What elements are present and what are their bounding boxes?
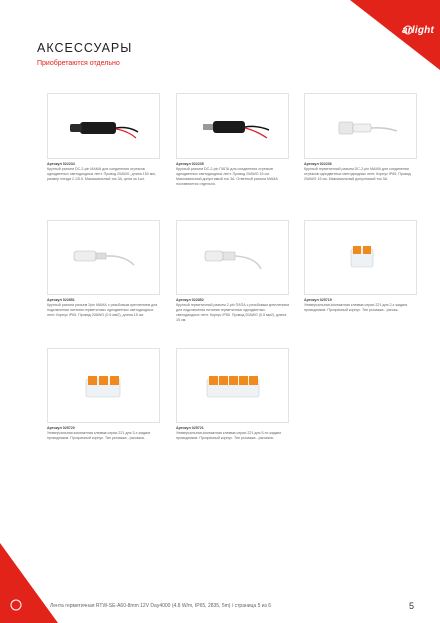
product-image — [176, 220, 289, 295]
white-pair-cable-icon — [48, 221, 160, 295]
product-image — [176, 93, 289, 159]
product-article: Артикул 022852 — [176, 298, 204, 302]
product-card — [176, 93, 289, 187]
product-description: Круглый герметичный разъем DC-2-pin МАМА для соединения отрезков однодветных светодиодных лент. Корпус IP65. Провод 20AWG 15 см. Максимальный допустимый ток 3А. — [304, 167, 411, 181]
product-card — [47, 348, 160, 441]
product-card — [47, 220, 160, 318]
terminal-block-5-icon — [177, 349, 289, 423]
product-image — [47, 93, 160, 159]
terminal-block-2-icon — [305, 221, 417, 295]
white-pair-cable-icon — [177, 221, 289, 295]
product-description: Универсальная компактная клемма серии 221 для 3-х жидких проводников. Прозрачный корпус. Тип рычажка - рычажок. — [47, 431, 151, 441]
product-card — [304, 220, 417, 313]
footer-text: Лента герметичная RTW-SE-A60-8mm 12V Day4000 (4.8 W/m, IP65, 2835, 5m) / страница 5 из 6 — [50, 603, 272, 609]
corner-decoration — [0, 543, 58, 623]
product-article: Артикул 025720 — [47, 426, 75, 430]
product-article: Артикул 022234 — [47, 162, 75, 166]
product-image — [304, 93, 417, 159]
product-card — [47, 93, 160, 182]
product-description: Круглый герметичный разъем 2-pin ПАПА с резьбовым креплением для подключения питания герметичных однодветных светодиодных лент. Корпус IP65. Провод 20AWG (0.5 мм2), длина 15 см. — [176, 303, 289, 322]
product-article: Артикул 022236 — [304, 162, 332, 166]
brand-logo — [350, 0, 440, 70]
white-sealed-connector-icon — [305, 94, 417, 159]
product-description: Круглый разъем DC-2-pin МАМА для соединения отрезков однодветных светодиодных лент. Провод 20AWG, длина 150 мм, размер гнезда 2.1/5.5. Максимальный ток 3А, цена за 1шт. — [47, 167, 156, 181]
product-image — [47, 348, 160, 423]
logo-text: arlight — [402, 25, 434, 36]
page-title: АКСЕССУАРЫ — [37, 41, 133, 55]
terminal-block-3-icon — [48, 349, 160, 423]
product-description: Круглый разъем разъем 2pin МАМА с резьбовым креплением для подключения питания герметичных однодветных светодиодных лент. Корпус IP65. Провод 20AWG (0.5 мм2), длина 15 см. — [47, 303, 158, 317]
product-card — [176, 348, 289, 441]
dc-male-cable-icon — [177, 94, 289, 159]
product-description: Круглый разъем DC-2-pin ПАПА для соединения отрезков однодветных светодиодных лент. Провод 20AWG 15 см. Максимальный допустимый ток 3А. Ответный разъем МАМА поставляется отдельно. — [176, 167, 278, 186]
product-card — [304, 93, 417, 182]
page-subtitle: Приобретаются отдельно — [37, 60, 120, 67]
product-article: Артикул 025721 — [176, 426, 204, 430]
product-image — [176, 348, 289, 423]
product-image — [304, 220, 417, 295]
product-article: Артикул 022851 — [47, 298, 75, 302]
product-image — [47, 220, 160, 295]
product-card — [176, 220, 289, 323]
product-description: Универсальная компактная клемма серии 221 для 5-ти жидких проводников. Прозрачный корпус. Тип рычажка - рычажок. — [176, 431, 282, 441]
product-description: Универсальная компактная клемма серии 221 для 2-х жидких проводников. Прозрачный корпус. Тип рычажка - рычаж. — [304, 303, 408, 313]
page-number: 5 — [408, 601, 414, 611]
product-article: Артикул 025719 — [304, 298, 332, 302]
dc-female-cable-icon — [48, 94, 160, 159]
product-article: Артикул 022235 — [176, 162, 204, 166]
